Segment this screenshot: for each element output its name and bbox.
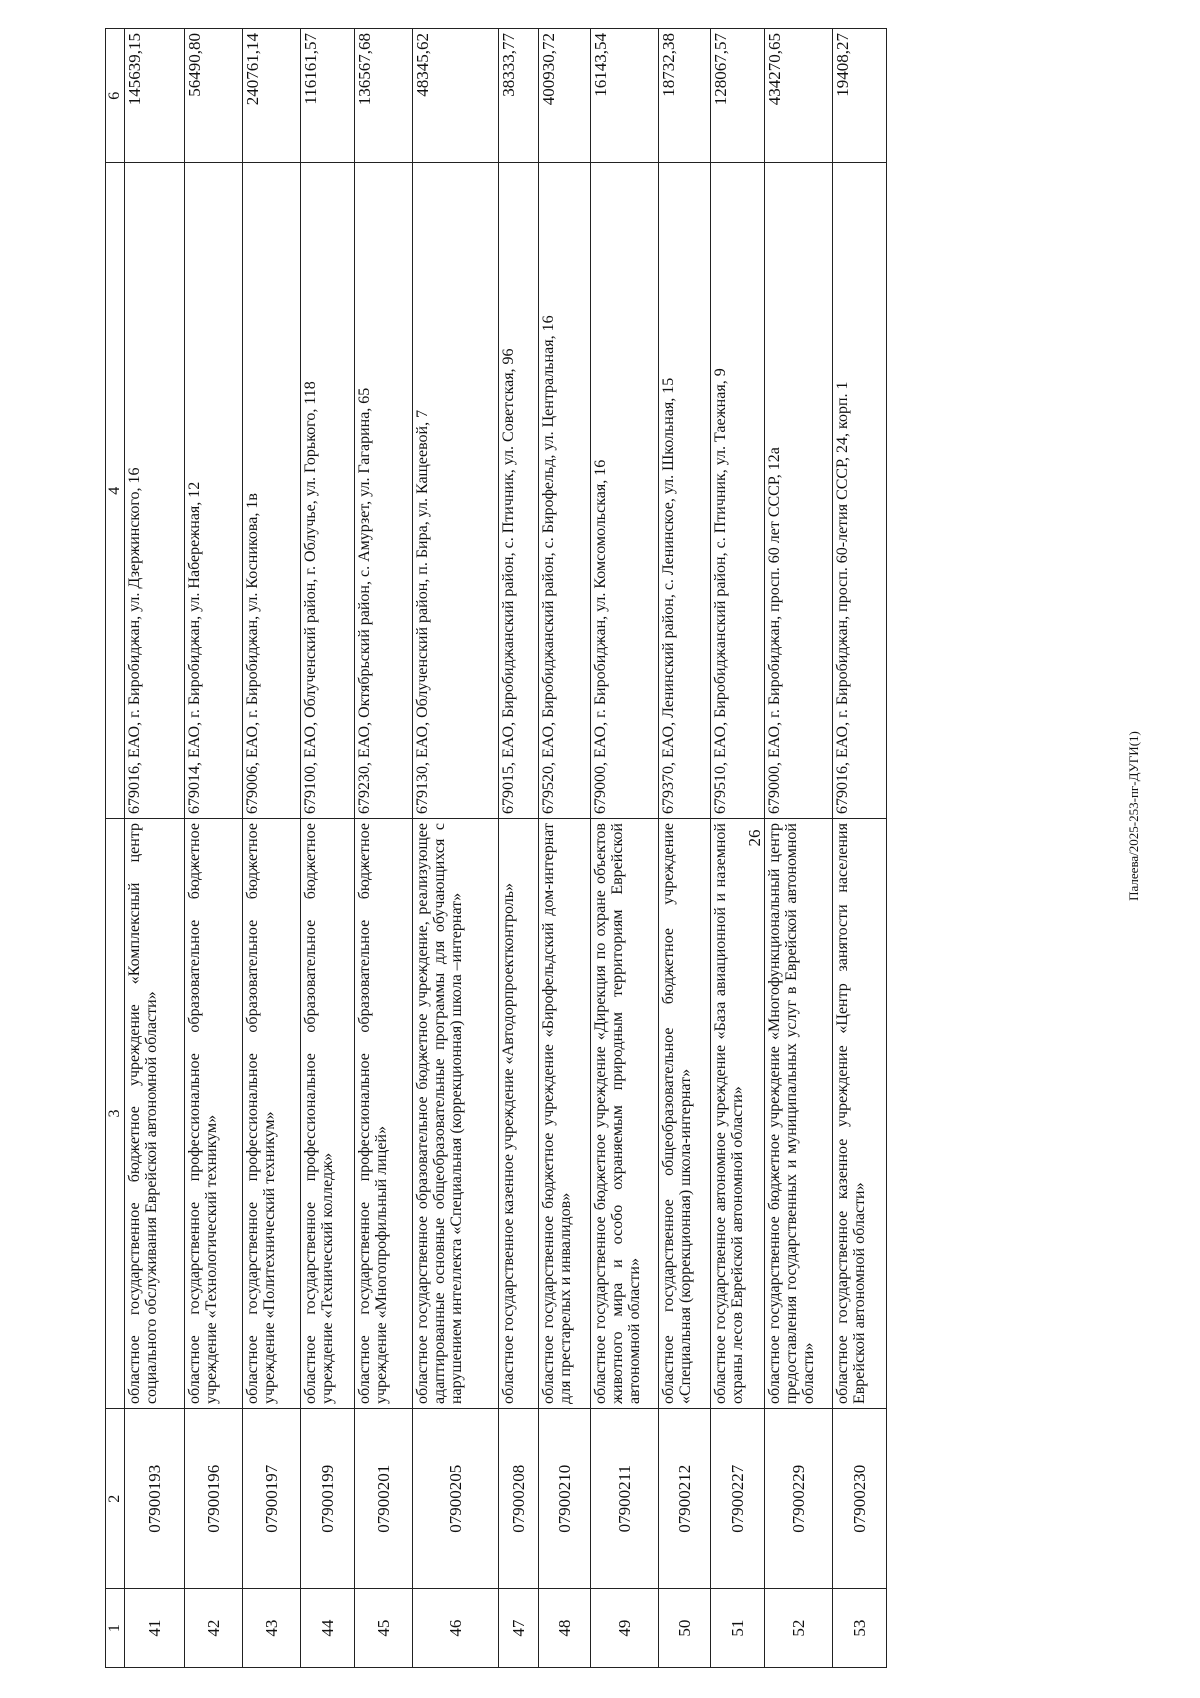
amount-value: 48345,62 <box>413 29 499 163</box>
row-number: 51 <box>711 1589 765 1668</box>
amount-value: 116161,57 <box>301 29 355 163</box>
org-code: 07900193 <box>125 1409 185 1589</box>
row-number: 47 <box>499 1589 539 1668</box>
amount-value: 145639,15 <box>125 29 185 163</box>
org-address: 679230, ЕАО, Октябрьский район, с. Амурзет, ул. Гагарина, 65 <box>355 163 413 819</box>
org-name: областное государственное профессиональное образовательное бюджетное учреждение «Технический колледж» <box>301 819 355 1409</box>
org-code: 07900205 <box>413 1409 499 1589</box>
org-code: 07900229 <box>765 1409 833 1589</box>
amount-value: 136567,68 <box>355 29 413 163</box>
table-row <box>301 29 355 1668</box>
org-name: областное государственное профессиональное образовательное бюджетное учреждение «Технологический техникум» <box>185 819 243 1409</box>
org-code: 07900201 <box>355 1409 413 1589</box>
table-row <box>125 29 185 1668</box>
column-header: 2 <box>106 1409 125 1589</box>
row-number: 49 <box>591 1589 659 1668</box>
table-row <box>413 29 499 1668</box>
org-address: 679014, ЕАО, г. Биробиджан, ул. Набережная, 12 <box>185 163 243 819</box>
column-header: 6 <box>106 29 125 163</box>
amount-value: 38333,77 <box>499 29 539 163</box>
org-code: 07900199 <box>301 1409 355 1589</box>
table-row <box>499 29 539 1668</box>
table-header-row <box>106 29 125 1668</box>
org-code: 07900197 <box>243 1409 301 1589</box>
org-name: областное государственное казенное учреждение «Автодорпроектконтроль» <box>499 819 539 1409</box>
org-name: областное государственное бюджетное учреждение «Бирофельдский дом-интернат для престарелых и инвалидов» <box>539 819 591 1409</box>
page-number: 26 <box>745 829 764 847</box>
footer-code: Палеева/2025-253-пг-ДУГИ(1) <box>1126 731 1141 901</box>
org-code: 07900212 <box>659 1409 711 1589</box>
org-address: 679000, ЕАО, г. Биробиджан, просп. 60 лет СССР, 12а <box>765 163 833 819</box>
row-number: 53 <box>833 1589 887 1668</box>
org-address: 679006, ЕАО, г. Биробиджан, ул. Косникова, 1в <box>243 163 301 819</box>
amount-value: 434270,65 <box>765 29 833 163</box>
org-address: 679016, ЕАО, г. Биробиджан, ул. Дзержинского, 16 <box>125 163 185 819</box>
org-code: 07900210 <box>539 1409 591 1589</box>
org-code: 07900227 <box>711 1409 765 1589</box>
org-address: 679510, ЕАО, Биробиджанский район, с. Птичник, ул. Таежная, 9 <box>711 163 765 819</box>
org-code: 07900230 <box>833 1409 887 1589</box>
org-address: 679100, ЕАО, Облученский район, г. Облучье, ул. Горького, 118 <box>301 163 355 819</box>
amount-value: 56490,80 <box>185 29 243 163</box>
org-code: 07900196 <box>185 1409 243 1589</box>
table-row <box>591 29 659 1668</box>
table-row <box>765 29 833 1668</box>
amount-value: 240761,14 <box>243 29 301 163</box>
column-header: 3 <box>106 819 125 1409</box>
org-name: областное государственное бюджетное учреждение «Комплексный центр социального обслуживания Еврейской автономной области» <box>125 819 185 1409</box>
row-number: 52 <box>765 1589 833 1668</box>
column-header: 4 <box>106 163 125 819</box>
org-name: областное государственное казенное учреждение «Центр занятости населения Еврейской автономной области» <box>833 819 887 1409</box>
row-number: 43 <box>243 1589 301 1668</box>
row-number: 44 <box>301 1589 355 1668</box>
column-header: 1 <box>106 1589 125 1668</box>
org-address: 679016, ЕАО, г. Биробиджан, просп. 60-летия СССР, 24, корп. 1 <box>833 163 887 819</box>
org-address: 679015, ЕАО, Биробиджанский район, с. Птичник, ул. Советская, 96 <box>499 163 539 819</box>
row-number: 45 <box>355 1589 413 1668</box>
org-name: областное государственное бюджетное учреждение «Многофункциональный центр предоставления государственных и муниципальных услуг в Еврейской автономной области» <box>765 819 833 1409</box>
org-code: 07900208 <box>499 1409 539 1589</box>
org-name: областное государственное автономное учреждение «База авиационной и наземной охраны лесов Еврейской автономной области» <box>711 819 765 1409</box>
data-table-container <box>105 28 1200 1668</box>
table-row <box>185 29 243 1668</box>
org-name: областное государственное образовательное бюджетное учреждение, реализующее адаптированные основные общеобразовательные программы для обучающихся с нарушением интеллекта «Специальная (коррекционная) школа –интернат» <box>413 819 499 1409</box>
row-number: 41 <box>125 1589 185 1668</box>
row-number: 48 <box>539 1589 591 1668</box>
org-name: областное государственное профессиональное образовательное бюджетное учреждение «Политехнический техникум» <box>243 819 301 1409</box>
org-name: областное государственное профессиональное образовательное бюджетное учреждение «Многопрофильный лицей» <box>355 819 413 1409</box>
organizations-table <box>105 28 887 1668</box>
table-row <box>243 29 301 1668</box>
amount-value: 19408,27 <box>833 29 887 163</box>
org-address: 679130, ЕАО, Облученский район, п. Бира, ул. Кащеевой, 7 <box>413 163 499 819</box>
amount-value: 128067,57 <box>711 29 765 163</box>
table-row <box>659 29 711 1668</box>
table-row <box>833 29 887 1668</box>
org-address: 679520, ЕАО, Биробиджанский район, с. Бирофельд, ул. Центральная, 16 <box>539 163 591 819</box>
amount-value: 400930,72 <box>539 29 591 163</box>
org-name: областное государственное общеобразовательное бюджетное учреждение «Специальная (коррекционная) школа-интернат» <box>659 819 711 1409</box>
row-number: 46 <box>413 1589 499 1668</box>
row-number: 50 <box>659 1589 711 1668</box>
org-name: областное государственное бюджетное учреждение «Дирекция по охране объектов животного мира и особо охраняемым природным территориям Еврейской автономной области» <box>591 819 659 1409</box>
table-row <box>355 29 413 1668</box>
amount-value: 16143,54 <box>591 29 659 163</box>
amount-value: 18732,38 <box>659 29 711 163</box>
org-address: 679000, ЕАО, г. Биробиджан, ул. Комсомольская, 16 <box>591 163 659 819</box>
table-row <box>539 29 591 1668</box>
org-address: 679370, ЕАО, Ленинский район, с. Ленинское, ул. Школьная, 15 <box>659 163 711 819</box>
org-code: 07900211 <box>591 1409 659 1589</box>
table-row <box>711 29 765 1668</box>
row-number: 42 <box>185 1589 243 1668</box>
